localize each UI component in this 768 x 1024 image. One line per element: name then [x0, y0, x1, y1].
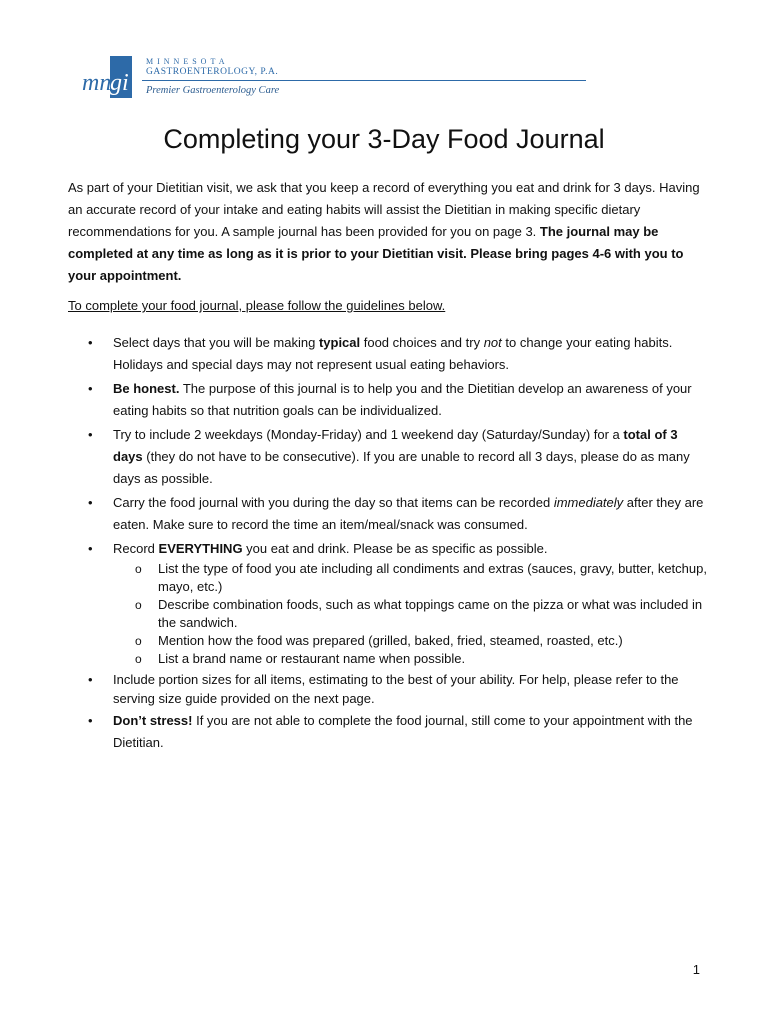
sub-item-condiments: o List the type of food you ate including all condiments and extras (sauces, gravy, butter, ketchup, mayo, etc.)	[113, 560, 708, 596]
logo-mark-letters-left: mn	[82, 70, 112, 96]
item-text: Carry the food journal with you during the day so that items can be recorded	[113, 495, 554, 510]
sub-item-preparation: o Mention how the food was prepared (grilled, baked, fried, steamed, roasted, etc.)	[113, 632, 708, 650]
company-logo	[80, 56, 510, 102]
item-text: to change your eating habits. Holidays and special days may not represent usual eating behaviors.	[113, 335, 673, 372]
item-bold: EVERYTHING	[158, 541, 243, 556]
list-item-portion-sizes	[68, 670, 708, 708]
logo-divider	[142, 80, 586, 81]
guidelines-heading: To complete your food journal, please follow the guidelines below.	[68, 298, 446, 313]
list-item-record-everything	[68, 538, 708, 668]
mngi-logo-mark	[80, 56, 140, 102]
record-everything-sublist	[113, 560, 708, 668]
item-text: food choices and try	[360, 335, 484, 350]
item-bold: typical	[318, 335, 361, 350]
item-italic: immediately	[553, 495, 624, 510]
list-item-three-days	[68, 424, 708, 490]
sub-item-brand-name: o List a brand name or restaurant name when possible.	[113, 650, 708, 668]
logo-org-line1: MINNESOTA	[146, 57, 229, 66]
intro-paragraph	[68, 177, 708, 287]
item-bold: Be honest.	[113, 381, 180, 396]
item-text: (they do not have to be consecutive). If you are unable to record all 3 days, please do as many days as possible.	[113, 449, 690, 486]
item-text: Record	[113, 541, 159, 556]
list-item-dont-stress	[68, 710, 708, 754]
item-bold: Don’t stress!	[113, 713, 193, 728]
item-text: after they are eaten. Make sure to record the time an item/meal/snack was consumed.	[113, 495, 704, 532]
logo-tagline: Premier Gastroenterology Care	[146, 85, 280, 96]
item-text: Try to include 2 weekdays (Monday-Friday) and 1 weekend day (Saturday/Sunday) for a	[113, 427, 624, 442]
item-text: If you are not able to complete the food journal, still come to your appointment with the Dietitian.	[113, 713, 693, 750]
item-text: Include portion sizes for all items, estimating to the best of your ability. For help, please refer to the serving size guide provided on the next page.	[113, 672, 679, 706]
logo-mark-letters-right: gi	[110, 70, 129, 96]
list-item-typical-days	[68, 332, 708, 376]
item-italic: not	[483, 335, 502, 350]
page-number: 1	[692, 962, 700, 977]
page-title: Completing your 3-Day Food Journal	[163, 124, 605, 154]
list-item-be-honest	[68, 378, 708, 422]
item-text: Select days that you will be making	[113, 335, 319, 350]
item-bold: total of 3 days	[113, 427, 678, 464]
logo-org-line2: GASTROENTEROLOGY, P.A.	[146, 67, 279, 77]
sub-item-combination-foods: o Describe combination foods, such as what toppings came on the pizza or what was included in the sandwich.	[113, 596, 708, 632]
item-text: The purpose of this journal is to help you and the Dietitian develop an awareness of your eating habits so that nutrition goals can be individualized.	[113, 381, 692, 418]
intro-text: As part of your Dietitian visit, we ask that you keep a record of everything you eat and drink for 3 days. Having an accurate record of your intake and eating habits will assist the Dietitian in making specific dietary recommendations for you. A sample journal has been provided for you on page 3.	[68, 180, 700, 239]
list-item-carry-journal	[68, 492, 708, 536]
guidelines-list	[68, 332, 708, 756]
item-text: you eat and drink. Please be as specific as possible.	[242, 541, 548, 556]
intro-emphasis: The journal may be completed at any time as long as it is prior to your Dietitian visit. Please bring pages 4-6 with you to your appointment.	[68, 224, 684, 283]
